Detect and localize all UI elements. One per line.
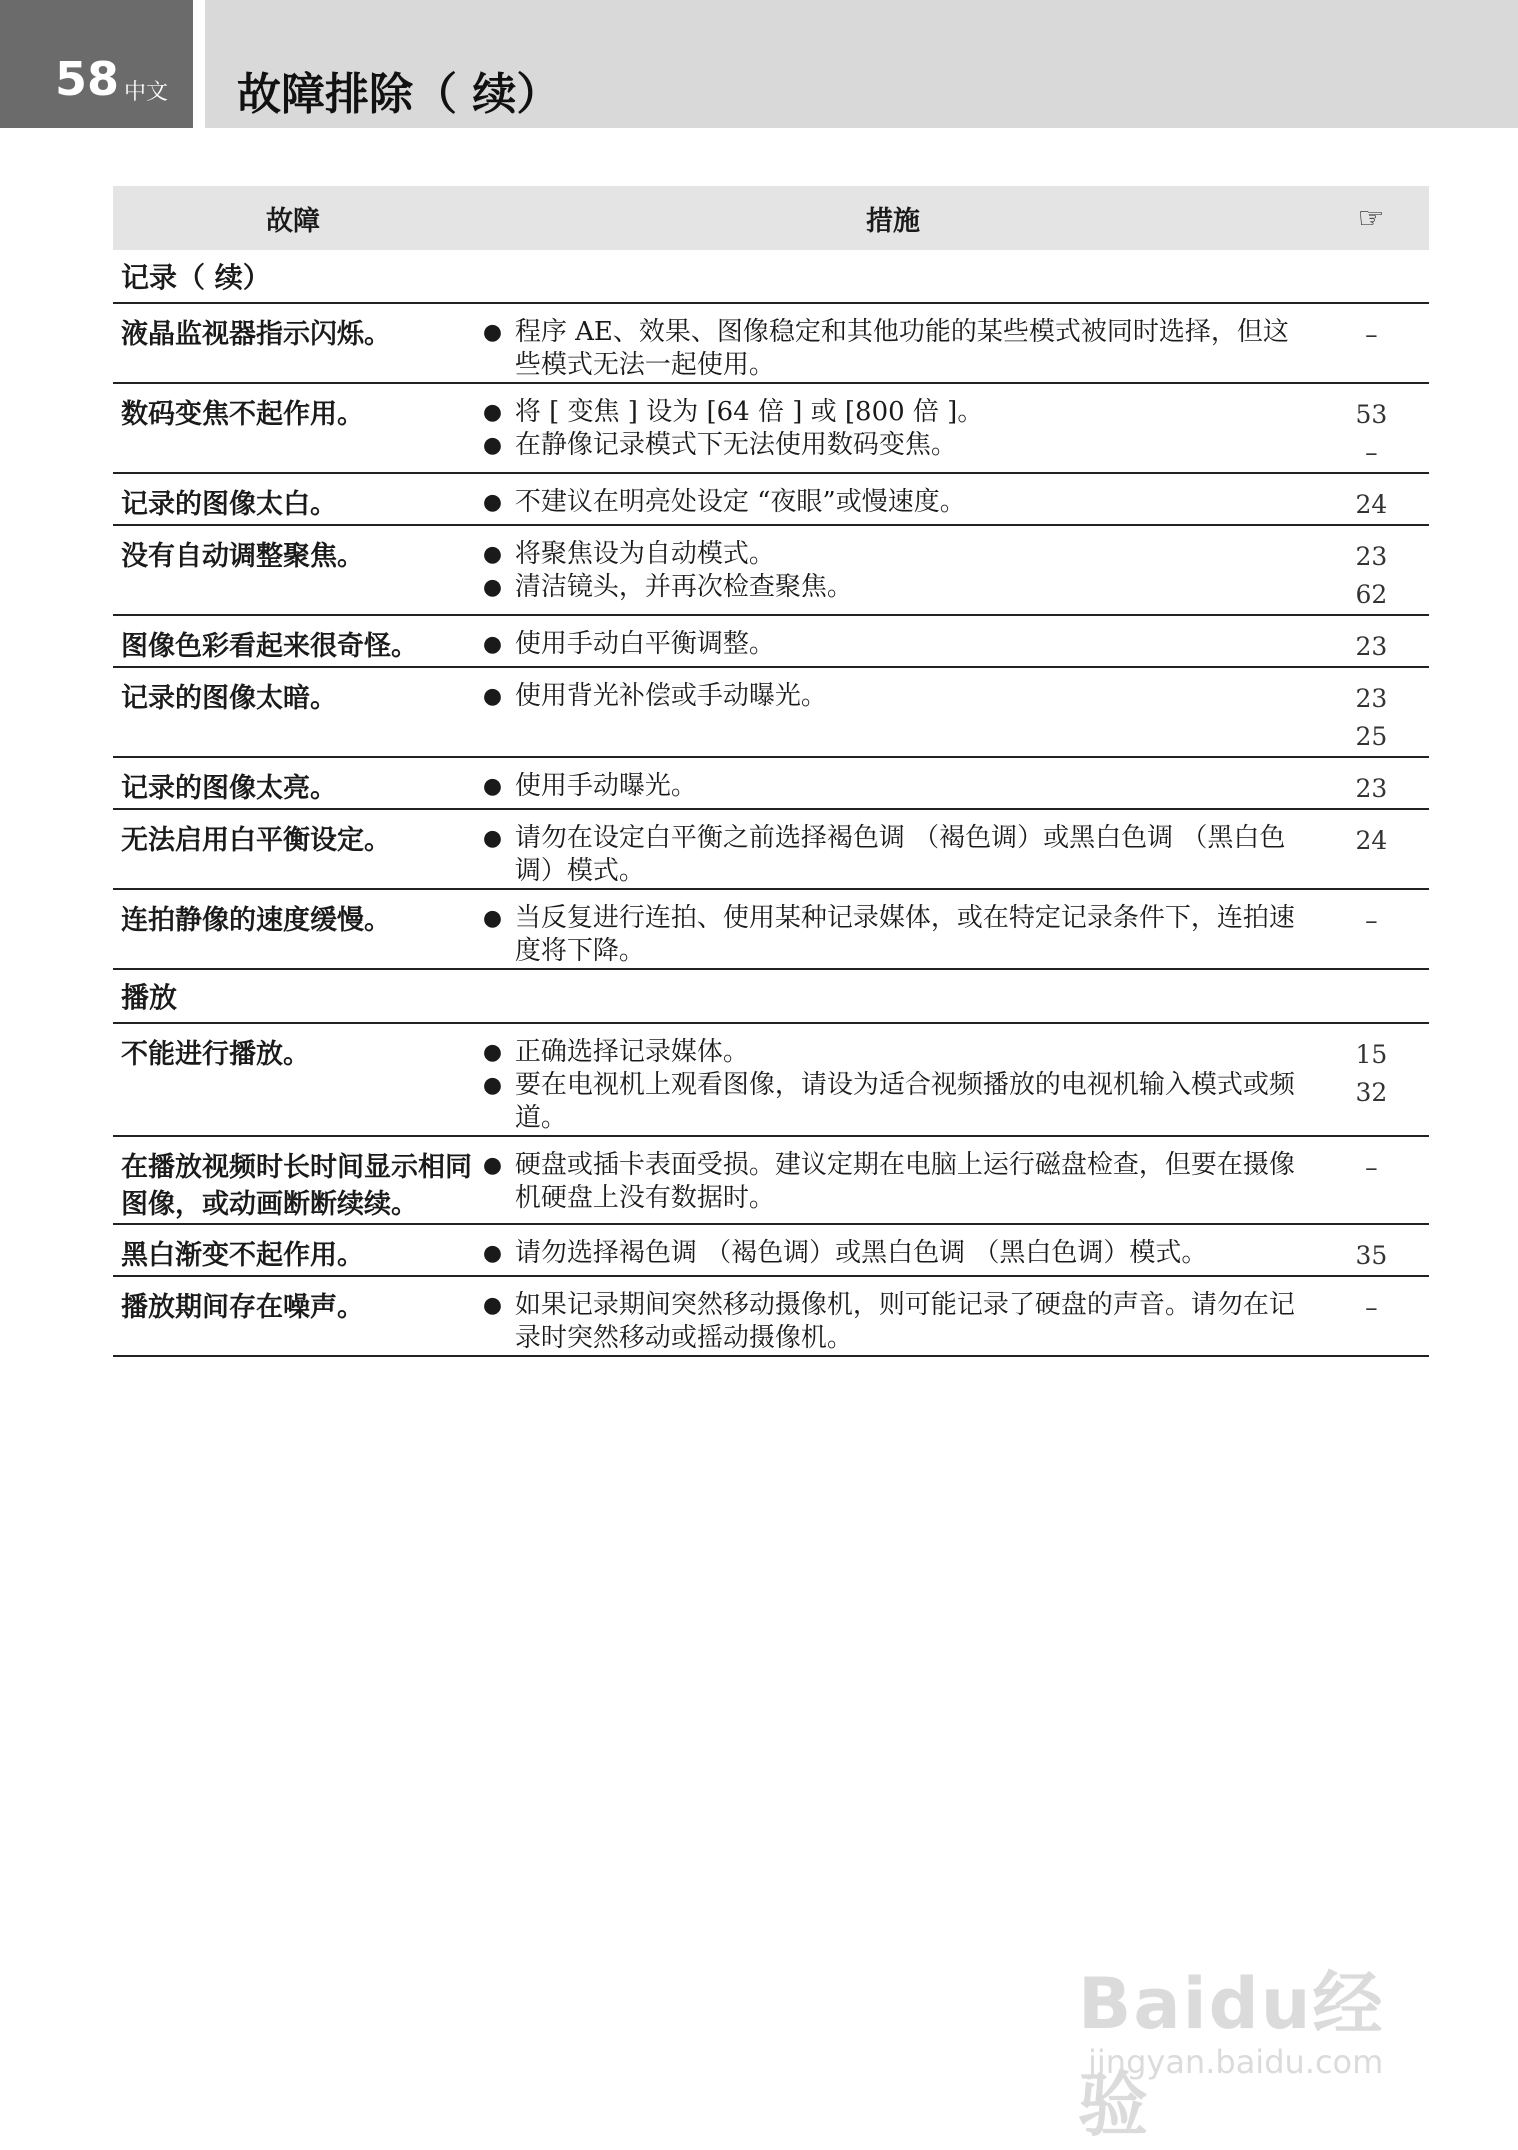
fault-cell: 黑白渐变不起作用。	[121, 1240, 364, 1271]
bullet-icon: ●	[482, 684, 503, 709]
reference-page: –	[1365, 1293, 1378, 1322]
measure-item	[473, 571, 1314, 604]
reference-page: 23	[1355, 684, 1388, 713]
measure-text: 使用手动曝光。	[514, 771, 697, 801]
fault-cell: 不能进行播放。	[121, 1039, 310, 1070]
measure-text: 如果记录期间突然移动摄像机，则可能记录了硬盘的声音。请勿在记录时突然移动或摇动摄像机。	[514, 1290, 1295, 1353]
bullet-icon: ●	[482, 320, 503, 345]
reference-page: 23	[1355, 542, 1388, 571]
reference-cell	[1314, 616, 1429, 666]
reference-page: 62	[1355, 580, 1388, 609]
measure-text: 要在电视机上观看图像，请设为适合视频播放的电视机输入模式或频道。	[514, 1070, 1295, 1133]
table-body	[113, 250, 1429, 1357]
reference-page: 53	[1355, 400, 1388, 429]
section-title: 播放	[113, 970, 1429, 1024]
column-header-measure: 措施	[866, 205, 920, 237]
bullet-icon: ●	[482, 1293, 503, 1318]
measure-text: 使用手动白平衡调整。	[514, 629, 775, 659]
fault-cell: 记录的图像太暗。	[121, 683, 337, 714]
reference-page: –	[1365, 906, 1378, 935]
bullet-icon: ●	[482, 433, 503, 458]
measure-text: 请勿在设定白平衡之前选择褐色调 （褐色调）或黑白色调 （黑白色调）模式。	[514, 823, 1286, 886]
measure-cell	[473, 474, 1314, 524]
fault-cell: 在播放视频时长时间显示相同图像，或动画断断续续。	[121, 1152, 472, 1220]
table-row	[113, 1137, 1429, 1225]
bullet-icon: ●	[482, 826, 503, 851]
measure-item	[473, 902, 1314, 968]
reference-cell	[1314, 1024, 1429, 1135]
bullet-icon: ●	[482, 1153, 503, 1178]
table-row	[113, 810, 1429, 890]
table-row	[113, 304, 1429, 384]
reference-page: 35	[1355, 1241, 1388, 1270]
fault-cell: 播放期间存在噪声。	[121, 1292, 364, 1323]
measure-cell	[473, 758, 1314, 808]
measure-item	[473, 429, 1314, 462]
fault-cell: 无法启用白平衡设定。	[121, 825, 391, 856]
reference-cell	[1314, 668, 1429, 756]
bullet-icon: ●	[482, 632, 503, 657]
reference-cell	[1314, 890, 1429, 968]
measure-item	[473, 538, 1314, 571]
table-row	[113, 758, 1429, 810]
bullet-icon: ●	[482, 906, 503, 931]
measure-text: 将聚焦设为自动模式。	[514, 539, 775, 569]
reference-page: –	[1365, 1153, 1378, 1182]
table-row	[113, 616, 1429, 668]
table-row	[113, 1277, 1429, 1357]
measure-cell	[473, 668, 1314, 756]
bullet-icon: ●	[482, 1073, 503, 1098]
bullet-icon: ●	[482, 1040, 503, 1065]
reference-page-icon: ☞	[1357, 200, 1385, 236]
reference-page: 23	[1355, 774, 1388, 803]
reference-cell	[1314, 1225, 1429, 1275]
bullet-icon: ●	[482, 542, 503, 567]
table-header	[113, 186, 1429, 250]
bullet-icon: ●	[482, 490, 503, 515]
measure-item	[473, 822, 1314, 888]
measure-cell	[473, 1277, 1314, 1355]
reference-cell	[1314, 1137, 1429, 1223]
section-title: 记录（ 续）	[113, 250, 1429, 304]
measure-item	[473, 1149, 1314, 1215]
measure-item	[473, 1036, 1314, 1069]
reference-page: 23	[1355, 632, 1388, 661]
fault-cell: 连拍静像的速度缓慢。	[121, 905, 391, 936]
reference-page: 24	[1355, 826, 1388, 855]
bullet-icon: ●	[482, 400, 503, 425]
measure-item	[473, 1237, 1314, 1270]
reference-cell	[1314, 474, 1429, 524]
fault-cell: 记录的图像太亮。	[121, 773, 337, 804]
measure-cell	[473, 810, 1314, 888]
reference-page: –	[1365, 438, 1378, 467]
fault-cell: 数码变焦不起作用。	[121, 399, 364, 430]
measure-text: 程序 AE、效果、图像稳定和其他功能的某些模式被同时选择，但这些模式无法一起使用。	[514, 317, 1289, 380]
measure-item	[473, 486, 1314, 519]
measure-text: 清洁镜头，并再次检查聚焦。	[514, 572, 853, 602]
measure-cell	[473, 384, 1314, 472]
table-row	[113, 1024, 1429, 1137]
reference-page: –	[1365, 320, 1378, 349]
page-language: 中文	[124, 80, 169, 105]
measure-cell	[473, 890, 1314, 968]
table-row	[113, 474, 1429, 526]
bullet-icon: ●	[482, 1241, 503, 1266]
table-row	[113, 890, 1429, 970]
measure-item	[473, 396, 1314, 429]
measure-cell	[473, 1137, 1314, 1223]
measure-cell	[473, 1225, 1314, 1275]
measure-cell	[473, 1024, 1314, 1135]
measure-item	[473, 1289, 1314, 1355]
measure-text: 在静像记录模式下无法使用数码变焦。	[514, 430, 957, 460]
page-title: 故障排除（ 续）	[237, 69, 561, 120]
reference-page: 32	[1355, 1078, 1388, 1107]
table-row	[113, 668, 1429, 758]
bullet-icon: ●	[482, 575, 503, 600]
fault-cell: 液晶监视器指示闪烁。	[121, 319, 391, 350]
measure-item	[473, 316, 1314, 382]
reference-cell	[1314, 526, 1429, 614]
measure-cell	[473, 526, 1314, 614]
measure-text: 将 [ 变焦 ] 设为 [64 倍 ] 或 [800 倍 ]。	[514, 397, 984, 427]
reference-page: 15	[1355, 1040, 1388, 1069]
measure-item	[473, 1069, 1314, 1135]
watermark-url: jingyan.baidu.com	[1088, 2043, 1384, 2081]
measure-text: 当反复进行连拍、使用某种记录媒体，或在特定记录条件下，连拍速度将下降。	[514, 903, 1295, 966]
measure-text: 使用背光补偿或手动曝光。	[514, 681, 827, 711]
table-row	[113, 526, 1429, 616]
reference-cell	[1314, 304, 1429, 382]
reference-cell	[1314, 1277, 1429, 1355]
measure-text: 请勿选择褐色调 （褐色调）或黑白色调 （黑白色调）模式。	[514, 1238, 1208, 1268]
watermark-brand: Baidu经验	[1078, 1963, 1385, 2146]
fault-cell: 图像色彩看起来很奇怪。	[121, 631, 418, 662]
reference-page: 24	[1355, 490, 1388, 519]
reference-cell	[1314, 384, 1429, 472]
reference-page: 25	[1355, 722, 1388, 751]
table-row	[113, 1225, 1429, 1277]
measure-text: 正确选择记录媒体。	[514, 1037, 749, 1067]
measure-item	[473, 628, 1314, 661]
column-header-fault: 故障	[266, 205, 320, 237]
page-number: 58	[55, 52, 120, 106]
reference-cell	[1314, 810, 1429, 888]
fault-cell: 记录的图像太白。	[121, 489, 337, 520]
page-number-box	[0, 0, 193, 128]
troubleshooting-table	[113, 186, 1429, 1357]
measure-item	[473, 770, 1314, 803]
table-row	[113, 384, 1429, 474]
title-bar	[205, 0, 1518, 128]
bullet-icon: ●	[482, 774, 503, 799]
measure-cell	[473, 616, 1314, 666]
measure-text: 不建议在明亮处设定 “夜眼”或慢速度。	[514, 487, 966, 517]
measure-cell	[473, 304, 1314, 382]
measure-item	[473, 680, 1314, 713]
baidu-watermark	[1068, 1888, 1428, 2146]
fault-cell: 没有自动调整聚焦。	[121, 541, 364, 572]
measure-text: 硬盘或插卡表面受损。建议定期在电脑上运行磁盘检查，但要在摄像机硬盘上没有数据时。	[514, 1150, 1295, 1213]
reference-cell	[1314, 758, 1429, 808]
